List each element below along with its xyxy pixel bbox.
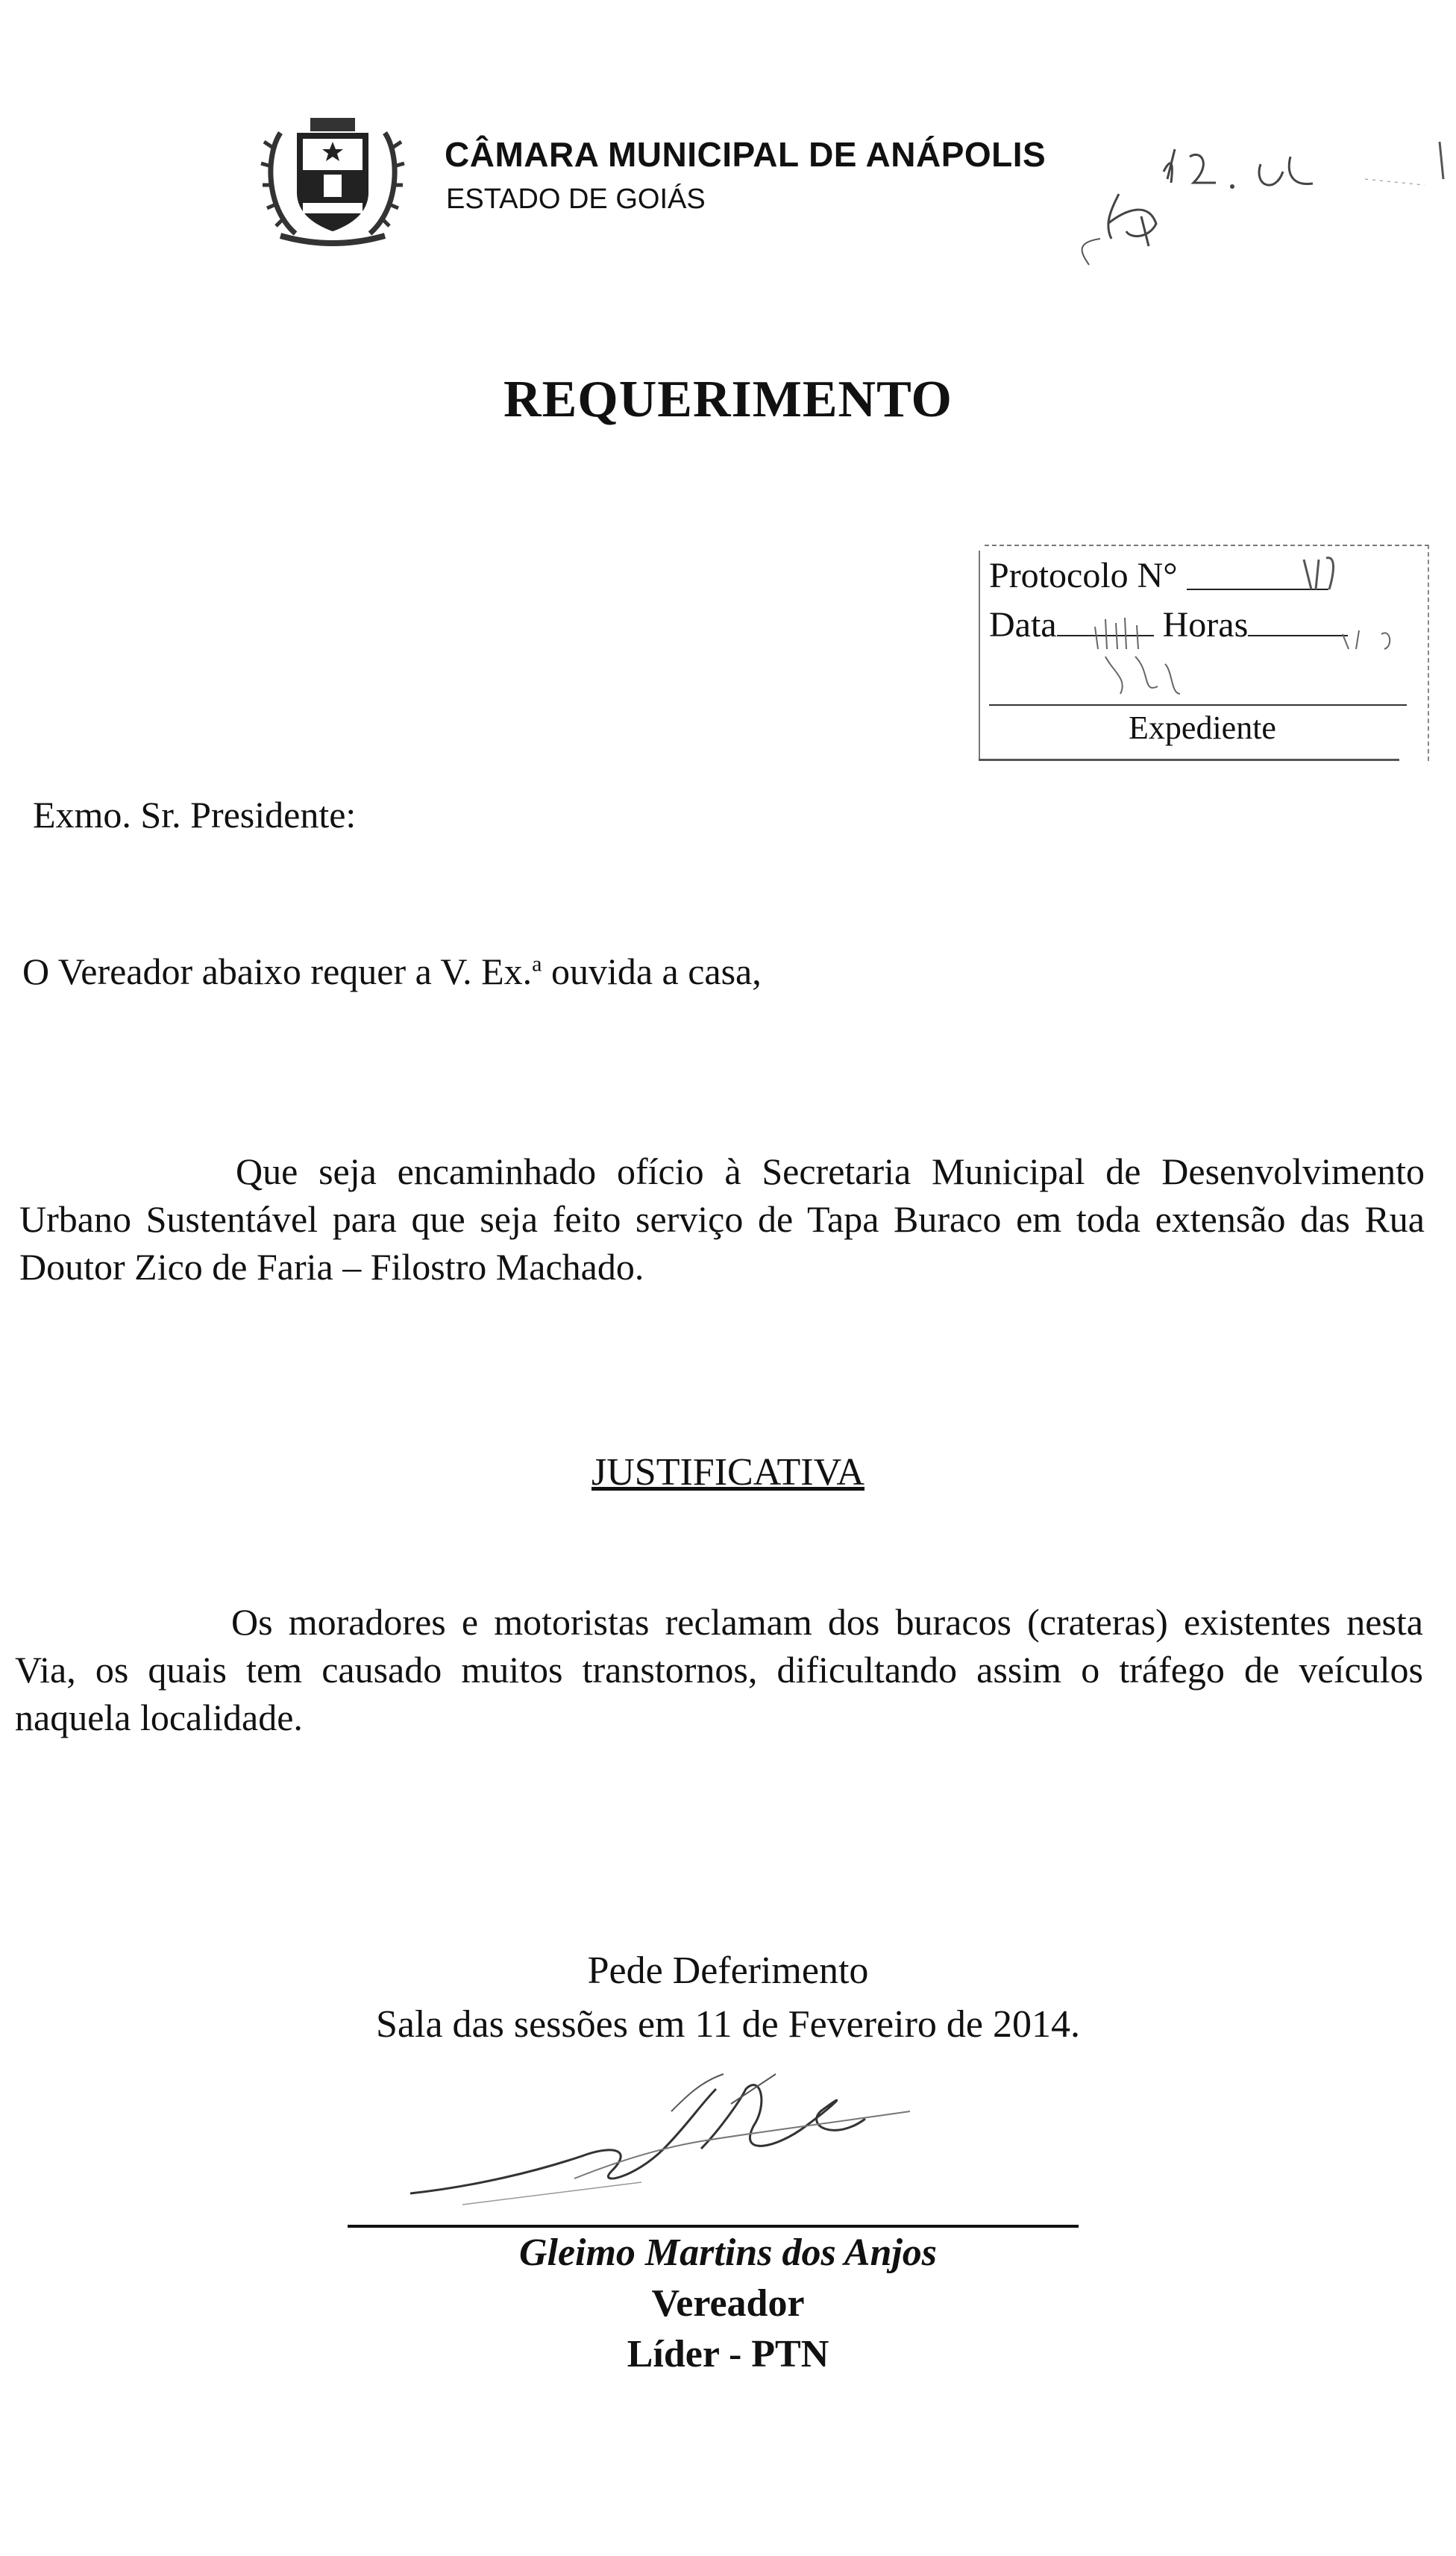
date-label: Data — [989, 605, 1057, 645]
intro-superscript: a — [532, 951, 542, 977]
institution-name: CÂMARA MUNICIPAL DE ANÁPOLIS — [445, 135, 1046, 174]
justification-heading — [0, 1450, 1456, 1494]
justification-paragraph — [15, 1598, 1423, 1741]
hours-label: Horas — [1162, 605, 1249, 645]
state-name: ESTADO DE GOIÁS — [446, 184, 706, 215]
handwritten-signature — [388, 2059, 925, 2208]
expediente-label: Expediente — [1129, 710, 1276, 746]
protocol-number-label: Protocolo N° — [989, 556, 1178, 595]
coat-of-arms-logo — [251, 103, 415, 252]
justification-heading-text: JUSTIFICATIVA — [592, 1451, 865, 1494]
stamp-separator — [989, 704, 1407, 706]
signatory-name: Gleimo Martins dos Anjos — [518, 2231, 938, 2274]
request-paragraph — [19, 1147, 1425, 1291]
salutation: Exmo. Sr. Presidente: — [33, 794, 357, 836]
request-line: Pede Deferimento — [587, 1949, 869, 1992]
signatory-party: Líder - PTN — [627, 2333, 829, 2375]
justification-paragraph-text: Os moradores e motoristas reclamam dos buracos (crateras) existentes nesta Via, os quais tem causado muitos transtornos, dificultando assim o tráfego de veículos naquela localidade. — [15, 1601, 1423, 1738]
intro-text: O Vereador abaixo requer a V. Ex. — [22, 950, 533, 992]
intro-line — [22, 947, 762, 995]
signature-line — [348, 2225, 1079, 2228]
request-paragraph-text: Que seja encaminhado ofício à Secretaria Municipal de Desenvolvimento Urbano Sustentável para que seja feito serviço de Tapa Buraco em toda extensão das Rua Doutor Zico de Faria – Filostro Machado. — [19, 1150, 1425, 1288]
signatory-role: Vereador — [651, 2282, 805, 2325]
session-date-line: Sala das sessões em 11 de Fevereiro de 2014. — [376, 2003, 1080, 2046]
document-title: REQUERIMENTO — [503, 371, 953, 428]
handwritten-annotation — [1037, 112, 1455, 306]
protocol-stamp — [979, 545, 1429, 761]
intro-text-end: ouvida a casa, — [542, 950, 762, 992]
